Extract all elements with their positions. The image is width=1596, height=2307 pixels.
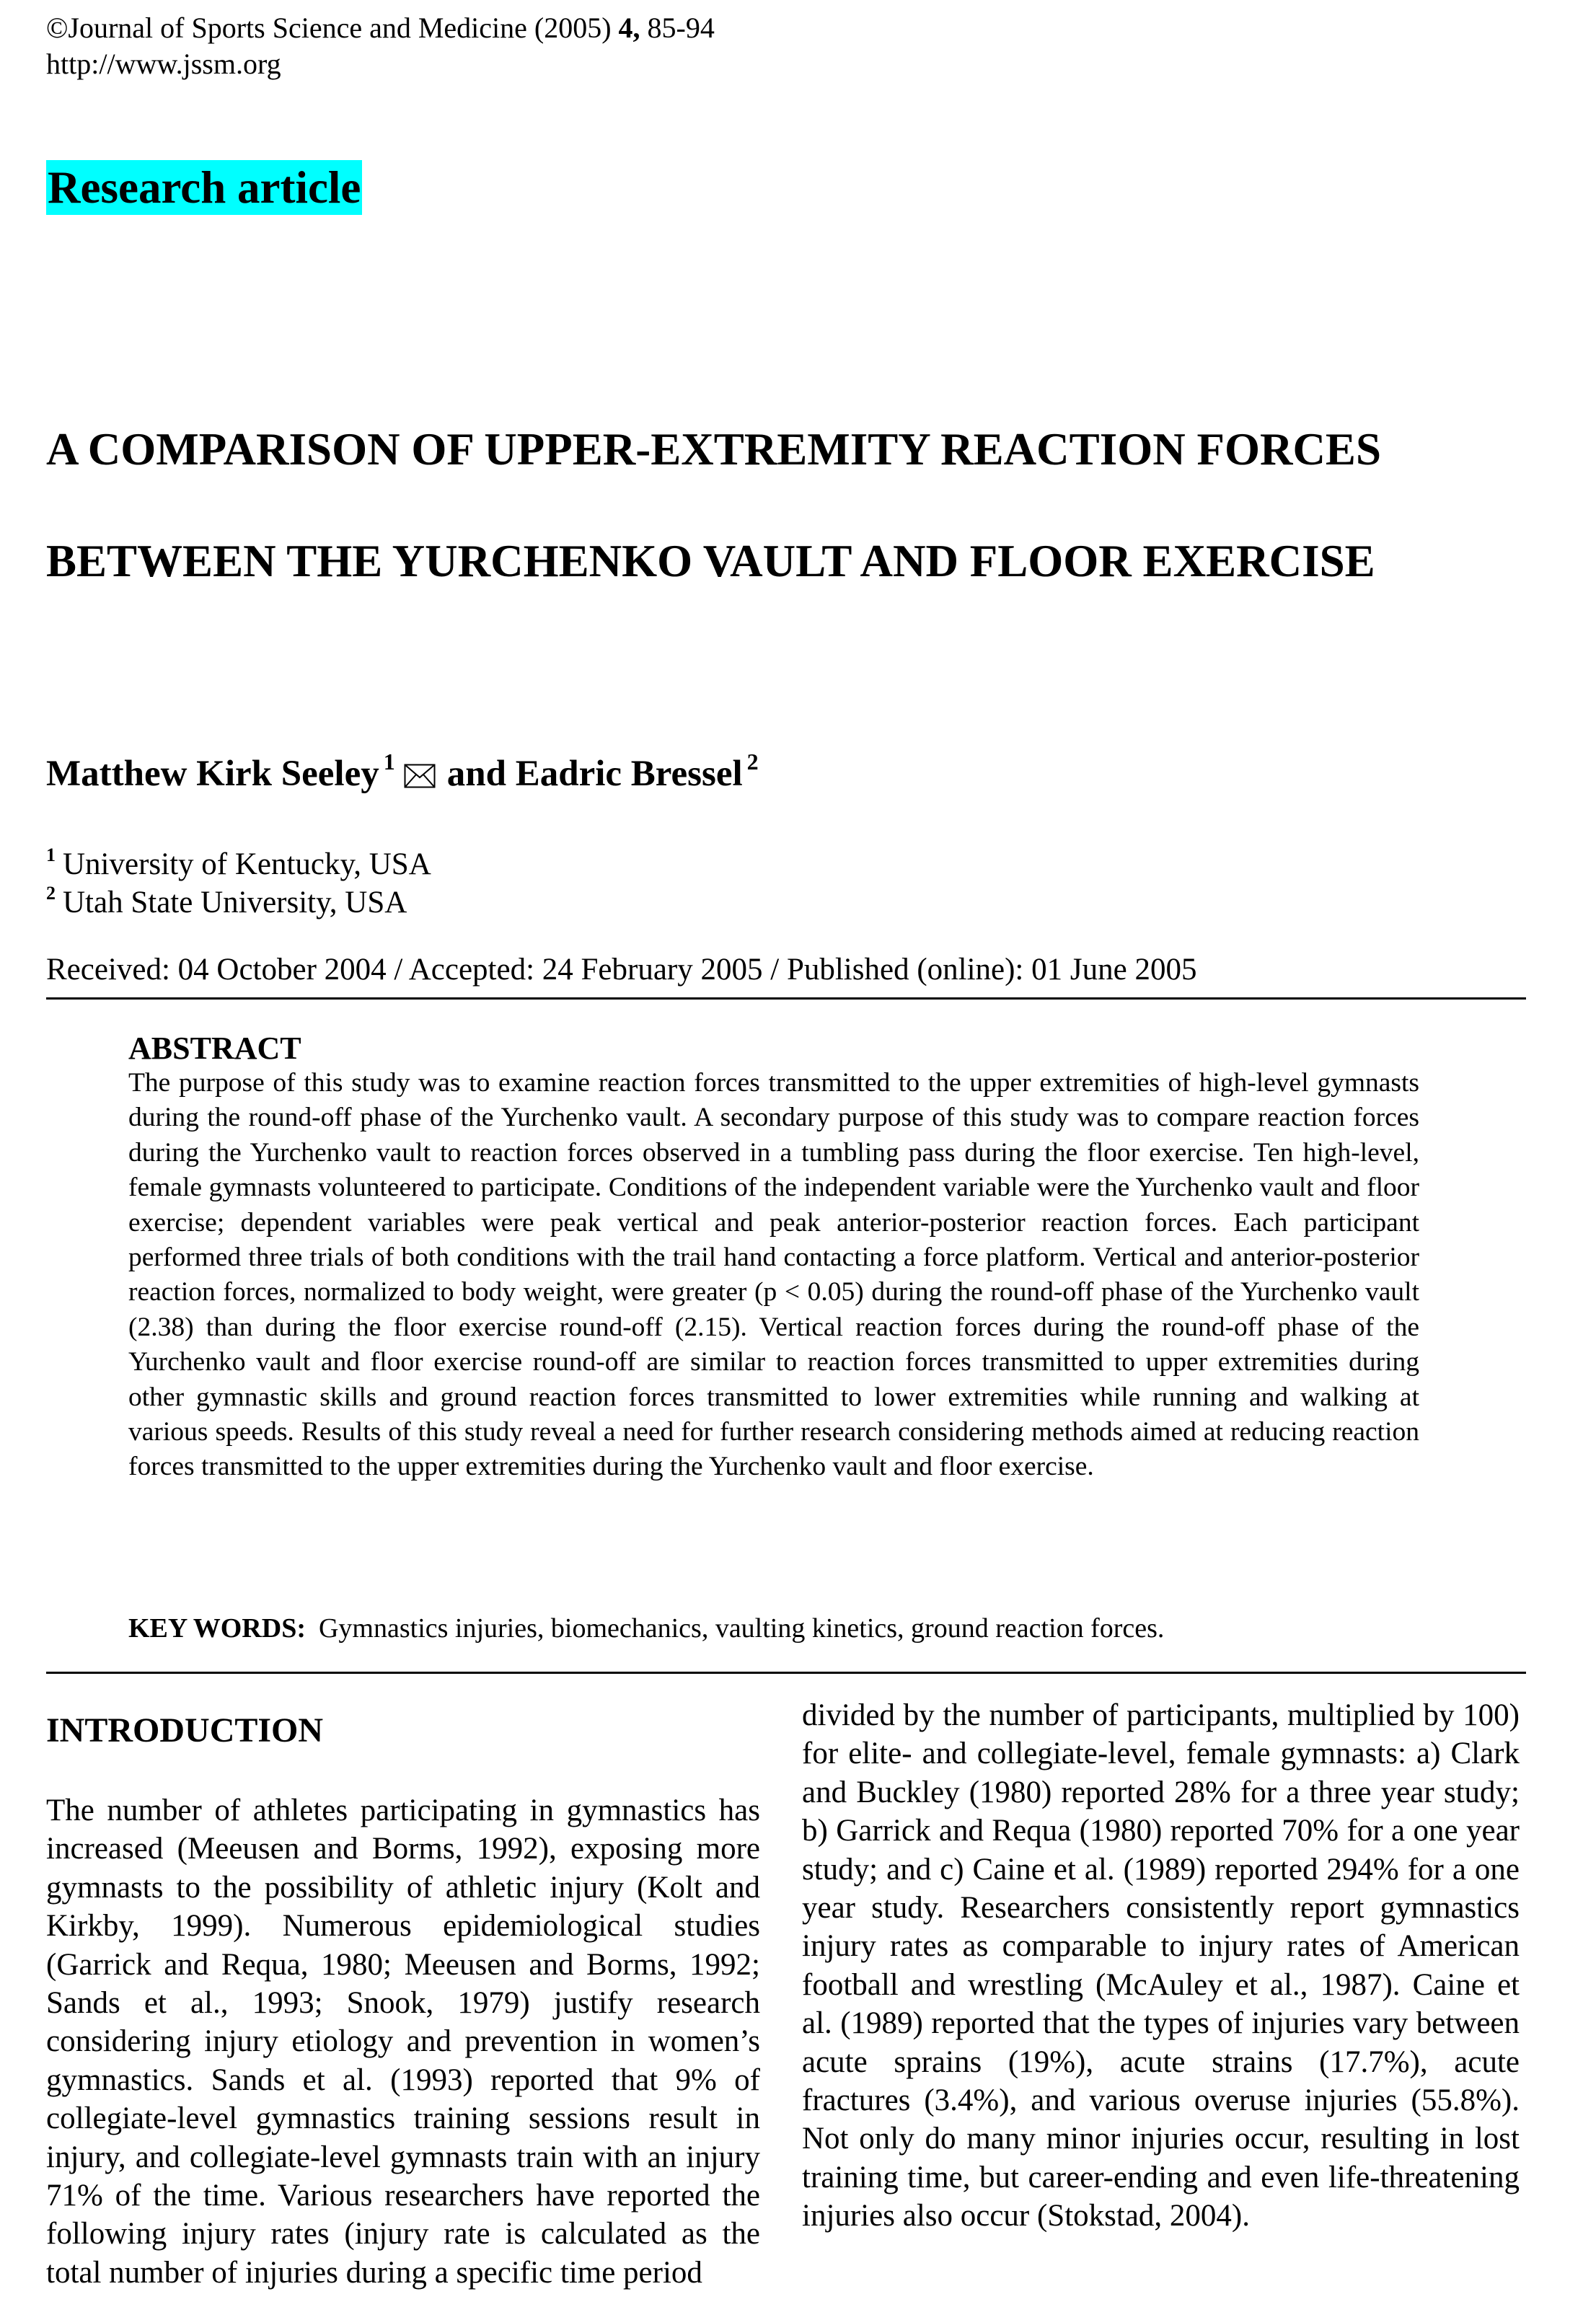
divider-bottom [46, 1672, 1526, 1674]
author-list [46, 738, 759, 797]
journal-volume: 4, [618, 12, 640, 44]
journal-citation [46, 10, 715, 46]
journal-url[interactable]: http://www.jssm.org [46, 48, 281, 80]
introduction-right-column: divided by the number of participants, multiplied by 100) for elite- and collegiate-level, female gymnasts: a) Clark and Buckley (1980) reported 28% for a three year study; b) Garrick and Requa (1980) reported 70% for a one year study; and c) Caine et al. (1989) reported 294% for a one year study. Researchers consistently report gymnastics injury rates as comparable to injury rates of American football and wrestling (McAuley et al., 1987). Caine et al. (1989) reported that the types of injuries vary between acute sprains (19%), acute strains (17.7%), acute fractures (3.4%), and various overuse injuries (55.8%). Not only do many minor injuries occur, resulting in lost training time, but career-ending and even life-threatening injuries also occur (Stokstad, 2004). [802, 1698, 1520, 2233]
journal-name: ©Journal of Sports Science and Medicine (2005) [46, 12, 612, 44]
publication-dates: Received: 04 October 2004 / Accepted: 24 February 2005 / Published (online): 01 June 2005 [46, 953, 1197, 987]
author-2-affiliation-marker: 2 [746, 749, 759, 775]
affiliation-number: 2 [46, 883, 56, 904]
affiliation-text: University of Kentucky, USA [63, 847, 431, 881]
keywords-text: Gymnastics injuries, biomechanics, vaulting kinetics, ground reaction forces. [318, 1613, 1165, 1644]
abstract-heading: ABSTRACT [128, 1031, 301, 1066]
title-line-2: BETWEEN THE YURCHENKO VAULT AND FLOOR EXERCISE [46, 536, 1375, 586]
author-connector: and Eadric Bressel [446, 754, 743, 794]
affiliation-2 [46, 875, 407, 922]
author-1-name: Matthew Kirk Seeley [46, 754, 379, 794]
keywords-label: KEY WORDS: [128, 1613, 306, 1644]
affiliation-text: Utah State University, USA [63, 886, 407, 919]
abstract-body: The purpose of this study was to examine reaction forces transmitted to the upper extremities of high-level gymnasts during the round-off phase of the Yurchenko vault. A secondary purpose of this study was to compare reaction forces during the Yurchenko vault to reaction forces observed in a tumbling pass during the floor exercise. Ten high-level, female gymnasts volunteered to participate. Conditions of the independent variable were the Yurchenko vault and floor exercise; dependent variables were peak vertical and peak anterior-posterior reaction forces. Each participant performed three trials of both conditions with the trail hand contacting a force platform. Vertical and anterior-posterior reaction forces, normalized to body weight, were greater (p < 0.05) during the round-off phase of the Yurchenko vault (2.38) than during the floor exercise round-off (2.15). Vertical reaction forces during the round-off phase of the Yurchenko vault and floor exercise round-off are similar to reaction forces transmitted to upper extremities during other gymnastic skills and ground reaction forces transmitted to lower extremities while running and walking at various speeds. Results of this study reveal a need for further research considering methods aimed at reducing reaction forces transmitted to the upper extremities during the Yurchenko vault and floor exercise. [128, 1068, 1419, 1482]
divider-top [46, 997, 1526, 1000]
introduction-left-column: The number of athletes participating in gymnastics has increased (Meeusen and Borms, 1992), exposing more gymnasts to the possibility of athletic injury (Kolt and Kirkby, 1999). Numerous epidemiological studies (Garrick and Requa, 1980; Meeusen and Borms, 1992; Sands et al., 1993; Snook, 1979) justify research considering injury etiology and prevention in women’s gymnastics. Sands et al. (1993) reported that 9% of collegiate-level gymnastics training sessions result in injury, and collegiate-level gymnasts train with an injury 71% of the time. Various researchers have reported the following injury rates (injury rate is calculated as the total number of injuries during a specific time period [46, 1794, 760, 2290]
introduction-heading: INTRODUCTION [46, 1711, 324, 1750]
journal-pages: 85-94 [647, 12, 715, 44]
author-1-affiliation-marker: 1 [383, 749, 395, 775]
affiliation-number: 1 [46, 844, 56, 865]
article-type-badge: Research article [46, 160, 362, 215]
title-line-1: A COMPARISON OF UPPER-EXTREMITY REACTION FORCES [46, 424, 1381, 475]
keywords [128, 1610, 1164, 1646]
envelope-icon[interactable] [404, 764, 436, 788]
